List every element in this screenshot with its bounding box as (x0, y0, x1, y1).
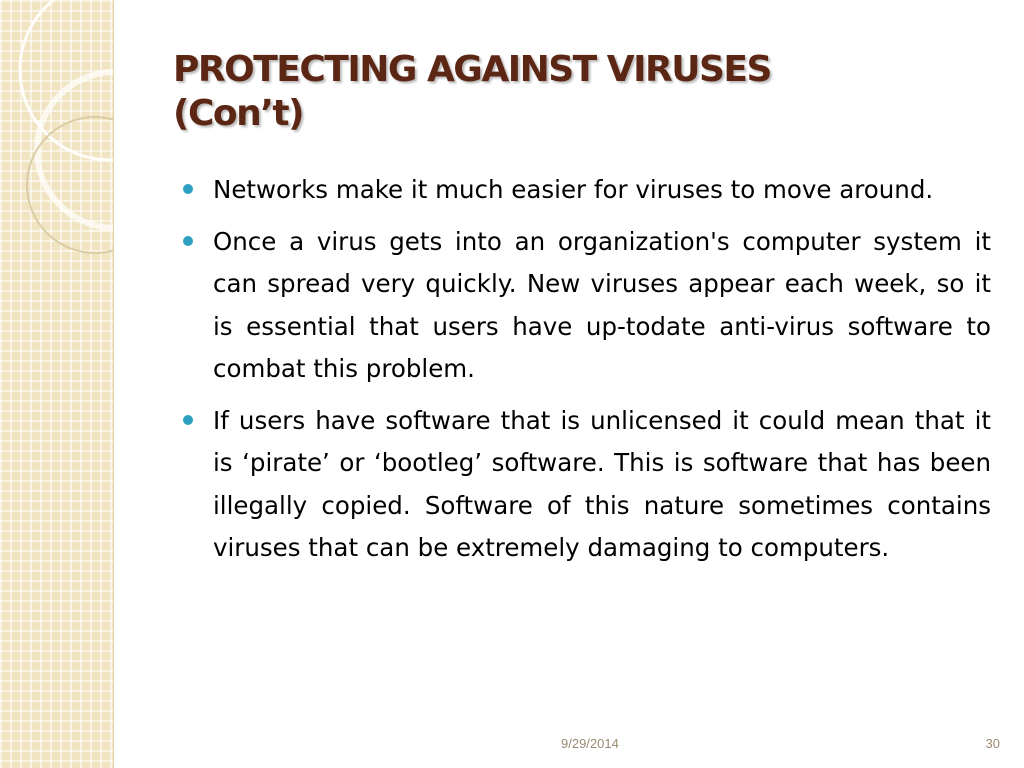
bullet-dot-icon (183, 236, 193, 246)
bullet-item (183, 400, 991, 570)
footer-date: 9/29/2014 (561, 736, 619, 751)
slide-title-line-1: PROTECTING AGAINST VIRUSES (173, 49, 771, 90)
bullet-dot-icon (183, 184, 193, 194)
footer-page-number: 30 (985, 736, 1000, 751)
slide-title-line-2: (Con’t) (173, 93, 304, 134)
bullet-list (183, 169, 991, 579)
decorative-side-panel (0, 0, 114, 768)
bullet-text: Networks make it much easier for viruses to move around. (213, 175, 934, 204)
bullet-text: Once a virus gets into an organization's computer system it can spread very quickly. New viruses appear each week, so it is essential that users have up-todate anti-virus software to combat this problem. (213, 226, 991, 383)
bullet-item (183, 221, 991, 391)
bullet-dot-icon (183, 415, 193, 425)
decorative-circles-graphic (0, 0, 113, 768)
bullet-item (183, 169, 991, 212)
slide-title (173, 48, 993, 136)
bullet-text: If users have software that is unlicensed it could mean that it is ‘pirate’ or ‘bootleg’ software. This is software that has been illegally copied. Software of this nature sometimes contains viruses that can be extremely damaging to computers. (213, 405, 991, 562)
